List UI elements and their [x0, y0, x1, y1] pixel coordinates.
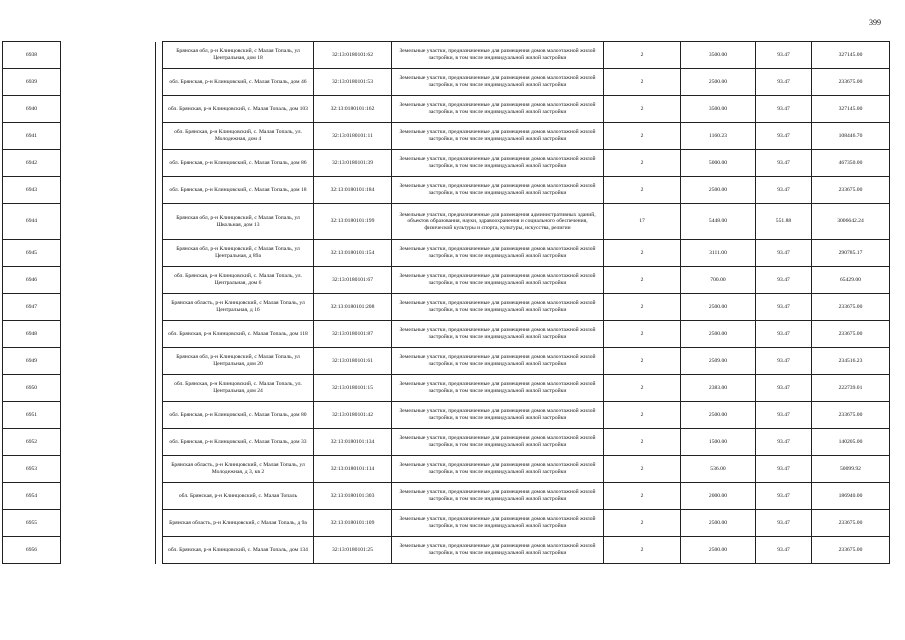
row-number-cell: 6939	[3, 69, 61, 96]
row-number-cell: 6941	[3, 123, 61, 150]
cadastral-value-cell: 233675.00	[812, 402, 890, 429]
address-cell: Брянская обл, р-н Клинцовский, с Малая Топаль, ул Центральная, дом 20	[163, 348, 314, 375]
spacer-cell	[61, 510, 156, 537]
table-row	[3, 177, 890, 204]
row-number-cell: 6946	[3, 267, 61, 294]
area-cell: 2500.00	[681, 537, 756, 564]
table-row	[3, 204, 890, 240]
row-number-cell: 6942	[3, 150, 61, 177]
rate-cell: 93.47	[756, 150, 812, 177]
cadastral-value-cell: 108446.70	[812, 123, 890, 150]
table-row	[3, 150, 890, 177]
area-cell: 700.00	[681, 267, 756, 294]
spacer-cell	[61, 69, 156, 96]
rate-cell: 93.47	[756, 294, 812, 321]
spacer-cell	[156, 42, 163, 69]
row-number-cell: 6956	[3, 537, 61, 564]
cadastral-number-cell: 32:13:0180101:62	[314, 42, 392, 69]
area-cell: 1500.00	[681, 429, 756, 456]
cadastral-number-cell: 32:13:0180101:114	[314, 456, 392, 483]
table-row	[3, 267, 890, 294]
group-number-cell: 2	[604, 348, 681, 375]
cadastral-number-cell: 32:13:0180101:154	[314, 240, 392, 267]
spacer-cell	[156, 321, 163, 348]
area-cell: 2500.00	[681, 402, 756, 429]
row-number-cell: 6947	[3, 294, 61, 321]
rate-cell: 93.47	[756, 429, 812, 456]
rate-cell: 93.47	[756, 69, 812, 96]
cadastral-number-cell: 32:13:0180101:184	[314, 177, 392, 204]
group-number-cell: 2	[604, 483, 681, 510]
land-use-category-cell: Земельные участки, предназначенные для размещения домов малоэтажной жилой застройки, в том числе индивидуальной жилой застройки	[392, 42, 604, 69]
cadastral-value-cell: 233675.00	[812, 537, 890, 564]
rate-cell: 93.47	[756, 456, 812, 483]
area-cell: 2500.00	[681, 321, 756, 348]
area-cell: 2500.00	[681, 177, 756, 204]
table-row	[3, 123, 890, 150]
land-use-category-cell: Земельные участки, предназначенные для размещения домов малоэтажной жилой застройки, в том числе индивидуальной жилой застройки	[392, 429, 604, 456]
cadastral-value-cell: 234516.23	[812, 348, 890, 375]
cadastral-value-cell: 233675.00	[812, 69, 890, 96]
rate-cell: 93.47	[756, 123, 812, 150]
spacer-cell	[61, 204, 156, 240]
group-number-cell: 2	[604, 321, 681, 348]
address-cell: обл. Брянская, р-н Клинцовский, с. Малая Топаль, дом 33	[163, 429, 314, 456]
spacer-cell	[61, 321, 156, 348]
spacer-cell	[156, 177, 163, 204]
row-number-cell: 6955	[3, 510, 61, 537]
cadastral-number-cell: 32:13:0180101:61	[314, 348, 392, 375]
area-cell: 536.00	[681, 456, 756, 483]
group-number-cell: 2	[604, 375, 681, 402]
page-number: 399	[869, 18, 881, 27]
spacer-cell	[156, 348, 163, 375]
cadastral-number-cell: 32:13:0180101:208	[314, 294, 392, 321]
land-use-category-cell: Земельные участки, предназначенные для размещения административных зданий, объектов образования, науки, здравоохранения и социального обеспечения, физической культуры и спорта, культуры, искусства, религии	[392, 204, 604, 240]
area-cell: 2000.00	[681, 483, 756, 510]
address-cell: обл. Брянская, р-н Клинцовский, с. Малая Топаль, ул. Центральная, дом 6	[163, 267, 314, 294]
row-number-cell: 6938	[3, 42, 61, 69]
cadastral-value-cell: 233675.00	[812, 177, 890, 204]
rate-cell: 93.47	[756, 402, 812, 429]
spacer-cell	[61, 456, 156, 483]
land-use-category-cell: Земельные участки, предназначенные для размещения домов малоэтажной жилой застройки, в том числе индивидуальной жилой застройки	[392, 69, 604, 96]
area-cell: 1160.23	[681, 123, 756, 150]
table-row	[3, 69, 890, 96]
cadastral-value-cell: 327145.00	[812, 96, 890, 123]
rate-cell: 93.47	[756, 267, 812, 294]
row-number-cell: 6948	[3, 321, 61, 348]
area-cell: 2500.00	[681, 510, 756, 537]
group-number-cell: 2	[604, 69, 681, 96]
spacer-cell	[61, 375, 156, 402]
spacer-cell	[61, 177, 156, 204]
group-number-cell: 2	[604, 510, 681, 537]
row-number-cell: 6951	[3, 402, 61, 429]
spacer-cell	[61, 402, 156, 429]
row-number-cell: 6944	[3, 204, 61, 240]
cadastral-number-cell: 32:13:0180101:25	[314, 537, 392, 564]
table-row	[3, 402, 890, 429]
cadastral-number-cell: 32:13:0180101:39	[314, 150, 392, 177]
rate-cell: 93.47	[756, 348, 812, 375]
table-row	[3, 429, 890, 456]
cadastral-number-cell: 32:13:0180101:162	[314, 96, 392, 123]
spacer-cell	[156, 294, 163, 321]
group-number-cell: 2	[604, 177, 681, 204]
area-cell: 3500.00	[681, 42, 756, 69]
area-cell: 3111.00	[681, 240, 756, 267]
land-use-category-cell: Земельные участки, предназначенные для размещения домов малоэтажной жилой застройки, в том числе индивидуальной жилой застройки	[392, 321, 604, 348]
group-number-cell: 2	[604, 267, 681, 294]
row-number-cell: 6952	[3, 429, 61, 456]
rate-cell: 93.47	[756, 177, 812, 204]
cadastral-value-cell: 65429.00	[812, 267, 890, 294]
address-cell: обл. Брянская, р-н Клинцовский, с. Малая Топаль, дом 134	[163, 537, 314, 564]
cadastral-value-cell: 140205.00	[812, 429, 890, 456]
group-number-cell: 2	[604, 123, 681, 150]
cadastral-number-cell: 32:13:0180101:199	[314, 204, 392, 240]
cadastral-value-cell: 186940.00	[812, 483, 890, 510]
table-row	[3, 294, 890, 321]
spacer-cell	[156, 483, 163, 510]
row-number-cell: 6940	[3, 96, 61, 123]
land-use-category-cell: Земельные участки, предназначенные для размещения домов малоэтажной жилой застройки, в том числе индивидуальной жилой застройки	[392, 267, 604, 294]
address-cell: Брянская обл, р-н Клинцовский, с Малая Топаль, ул Центральная, д 89а	[163, 240, 314, 267]
cadastral-value-cell: 467350.00	[812, 150, 890, 177]
spacer-cell	[156, 123, 163, 150]
group-number-cell: 2	[604, 537, 681, 564]
spacer-cell	[61, 42, 156, 69]
cadastral-number-cell: 32:13:0180101:87	[314, 321, 392, 348]
group-number-cell: 2	[604, 429, 681, 456]
area-cell: 5000.00	[681, 150, 756, 177]
row-number-cell: 6949	[3, 348, 61, 375]
group-number-cell: 2	[604, 456, 681, 483]
spacer-cell	[61, 294, 156, 321]
address-cell: Брянская обл, р-н Клинцовский, с Малая Топаль, ул Школьная, дом 13	[163, 204, 314, 240]
spacer-cell	[156, 375, 163, 402]
row-number-cell: 6943	[3, 177, 61, 204]
cadastral-value-cell: 233675.00	[812, 321, 890, 348]
address-cell: Брянская область, р-н Клинцовский, с Малая Топаль, ул Центральная, д 16	[163, 294, 314, 321]
rate-cell: 93.47	[756, 510, 812, 537]
spacer-cell	[156, 429, 163, 456]
spacer-cell	[61, 96, 156, 123]
table-row	[3, 96, 890, 123]
address-cell: обл. Брянская, р-н Клинцовский, с. Малая Топаль, ул. Молодежная, дом 4	[163, 123, 314, 150]
rate-cell: 93.47	[756, 537, 812, 564]
address-cell: обл. Брянская, р-н Клинцовский, с. Малая Топаль, дом 46	[163, 69, 314, 96]
land-use-category-cell: Земельные участки, предназначенные для размещения домов малоэтажной жилой застройки, в том числе индивидуальной жилой застройки	[392, 375, 604, 402]
rate-cell: 93.47	[756, 375, 812, 402]
land-use-category-cell: Земельные участки, предназначенные для размещения домов малоэтажной жилой застройки, в том числе индивидуальной жилой застройки	[392, 348, 604, 375]
spacer-cell	[156, 510, 163, 537]
cadastral-value-cell: 233675.00	[812, 510, 890, 537]
row-number-cell: 6950	[3, 375, 61, 402]
cadastral-value-cell: 327145.00	[812, 42, 890, 69]
row-number-cell: 6945	[3, 240, 61, 267]
table-row	[3, 240, 890, 267]
table-row	[3, 537, 890, 564]
land-use-category-cell: Земельные участки, предназначенные для размещения домов малоэтажной жилой застройки, в том числе индивидуальной жилой застройки	[392, 294, 604, 321]
land-use-category-cell: Земельные участки, предназначенные для размещения домов малоэтажной жилой застройки, в том числе индивидуальной жилой застройки	[392, 510, 604, 537]
table-row	[3, 510, 890, 537]
spacer-cell	[156, 150, 163, 177]
group-number-cell: 2	[604, 402, 681, 429]
land-use-category-cell: Земельные участки, предназначенные для размещения домов малоэтажной жилой застройки, в том числе индивидуальной жилой застройки	[392, 402, 604, 429]
group-number-cell: 2	[604, 294, 681, 321]
rate-cell: 93.47	[756, 42, 812, 69]
group-number-cell: 2	[604, 42, 681, 69]
address-cell: Брянская область, р-н Клинцовский, с Малая Топаль, д 9а	[163, 510, 314, 537]
cadastral-number-cell: 32:13:0180101:42	[314, 402, 392, 429]
spacer-cell	[61, 123, 156, 150]
spacer-cell	[156, 204, 163, 240]
area-cell: 2383.00	[681, 375, 756, 402]
spacer-cell	[156, 456, 163, 483]
rate-cell: 93.47	[756, 321, 812, 348]
table-body	[3, 42, 890, 564]
spacer-cell	[61, 240, 156, 267]
cadastral-number-cell: 32:13:0180101:53	[314, 69, 392, 96]
land-use-category-cell: Земельные участки, предназначенные для размещения домов малоэтажной жилой застройки, в том числе индивидуальной жилой застройки	[392, 150, 604, 177]
table-row	[3, 321, 890, 348]
cadastral-value-cell: 222739.01	[812, 375, 890, 402]
group-number-cell: 2	[604, 96, 681, 123]
spacer-cell	[61, 537, 156, 564]
land-use-category-cell: Земельные участки, предназначенные для размещения домов малоэтажной жилой застройки, в том числе индивидуальной жилой застройки	[392, 240, 604, 267]
address-cell: обл. Брянская, р-н Клинцовский, с. Малая Топаль, дом 86	[163, 150, 314, 177]
area-cell: 2500.00	[681, 69, 756, 96]
land-use-category-cell: Земельные участки, предназначенные для размещения домов малоэтажной жилой застройки, в том числе индивидуальной жилой застройки	[392, 177, 604, 204]
spacer-cell	[61, 429, 156, 456]
group-number-cell: 17	[604, 204, 681, 240]
cadastral-number-cell: 32:13:0180101:303	[314, 483, 392, 510]
address-cell: обл. Брянская, р-н Клинцовский, с. Малая Топаль, дом 103	[163, 96, 314, 123]
spacer-cell	[156, 537, 163, 564]
table-row	[3, 375, 890, 402]
table-row	[3, 42, 890, 69]
rate-cell: 93.47	[756, 483, 812, 510]
table-row	[3, 483, 890, 510]
table-row	[3, 348, 890, 375]
row-number-cell: 6954	[3, 483, 61, 510]
cadastral-number-cell: 32:13:0180101:67	[314, 267, 392, 294]
area-cell: 2500.00	[681, 294, 756, 321]
land-registry-table	[2, 41, 890, 564]
address-cell: Брянская область, р-н Клинцовский, с Малая Топаль, ул Молодежная, д 3, кв 2	[163, 456, 314, 483]
spacer-cell	[61, 348, 156, 375]
spacer-cell	[156, 96, 163, 123]
cadastral-value-cell: 50099.92	[812, 456, 890, 483]
cadastral-number-cell: 32:13:0180101:11	[314, 123, 392, 150]
address-cell: обл. Брянская, р-н Клинцовский, с. Малая Топаль, дом 118	[163, 321, 314, 348]
land-use-category-cell: Земельные участки, предназначенные для размещения домов малоэтажной жилой застройки, в том числе индивидуальной жилой застройки	[392, 483, 604, 510]
group-number-cell: 2	[604, 150, 681, 177]
area-cell: 5448.00	[681, 204, 756, 240]
rate-cell: 551.88	[756, 204, 812, 240]
row-number-cell: 6953	[3, 456, 61, 483]
address-cell: обл. Брянская, р-н Клинцовский, с. Малая Топаль	[163, 483, 314, 510]
land-use-category-cell: Земельные участки, предназначенные для размещения домов малоэтажной жилой застройки, в том числе индивидуальной жилой застройки	[392, 123, 604, 150]
address-cell: Брянская обл, р-н Клинцовский, с Малая Топаль, ул Центральная, дом 18	[163, 42, 314, 69]
area-cell: 3500.00	[681, 96, 756, 123]
cadastral-number-cell: 32:13:0180101:134	[314, 429, 392, 456]
spacer-cell	[61, 267, 156, 294]
spacer-cell	[156, 402, 163, 429]
cadastral-number-cell: 32:13:0180101:109	[314, 510, 392, 537]
rate-cell: 93.47	[756, 240, 812, 267]
rate-cell: 93.47	[756, 96, 812, 123]
spacer-cell	[61, 483, 156, 510]
group-number-cell: 2	[604, 240, 681, 267]
spacer-cell	[156, 69, 163, 96]
address-cell: обл. Брянская, р-н Клинцовский, с. Малая Топаль, ул. Центральная, дом 24	[163, 375, 314, 402]
cadastral-value-cell: 3006642.24	[812, 204, 890, 240]
area-cell: 2509.00	[681, 348, 756, 375]
table-row	[3, 456, 890, 483]
cadastral-value-cell: 290785.17	[812, 240, 890, 267]
spacer-cell	[61, 150, 156, 177]
spacer-cell	[156, 240, 163, 267]
address-cell: обл. Брянская, р-н Клинцовский, с. Малая Топаль, дом 18	[163, 177, 314, 204]
address-cell: обл. Брянская, р-н Клинцовский, с. Малая Топаль, дом 80	[163, 402, 314, 429]
land-use-category-cell: Земельные участки, предназначенные для размещения домов малоэтажной жилой застройки, в том числе индивидуальной жилой застройки	[392, 456, 604, 483]
spacer-cell	[156, 267, 163, 294]
cadastral-value-cell: 233675.00	[812, 294, 890, 321]
land-use-category-cell: Земельные участки, предназначенные для размещения домов малоэтажной жилой застройки, в том числе индивидуальной жилой застройки	[392, 96, 604, 123]
cadastral-number-cell: 32:13:0180101:15	[314, 375, 392, 402]
land-use-category-cell: Земельные участки, предназначенные для размещения домов малоэтажной жилой застройки, в том числе индивидуальной жилой застройки	[392, 537, 604, 564]
